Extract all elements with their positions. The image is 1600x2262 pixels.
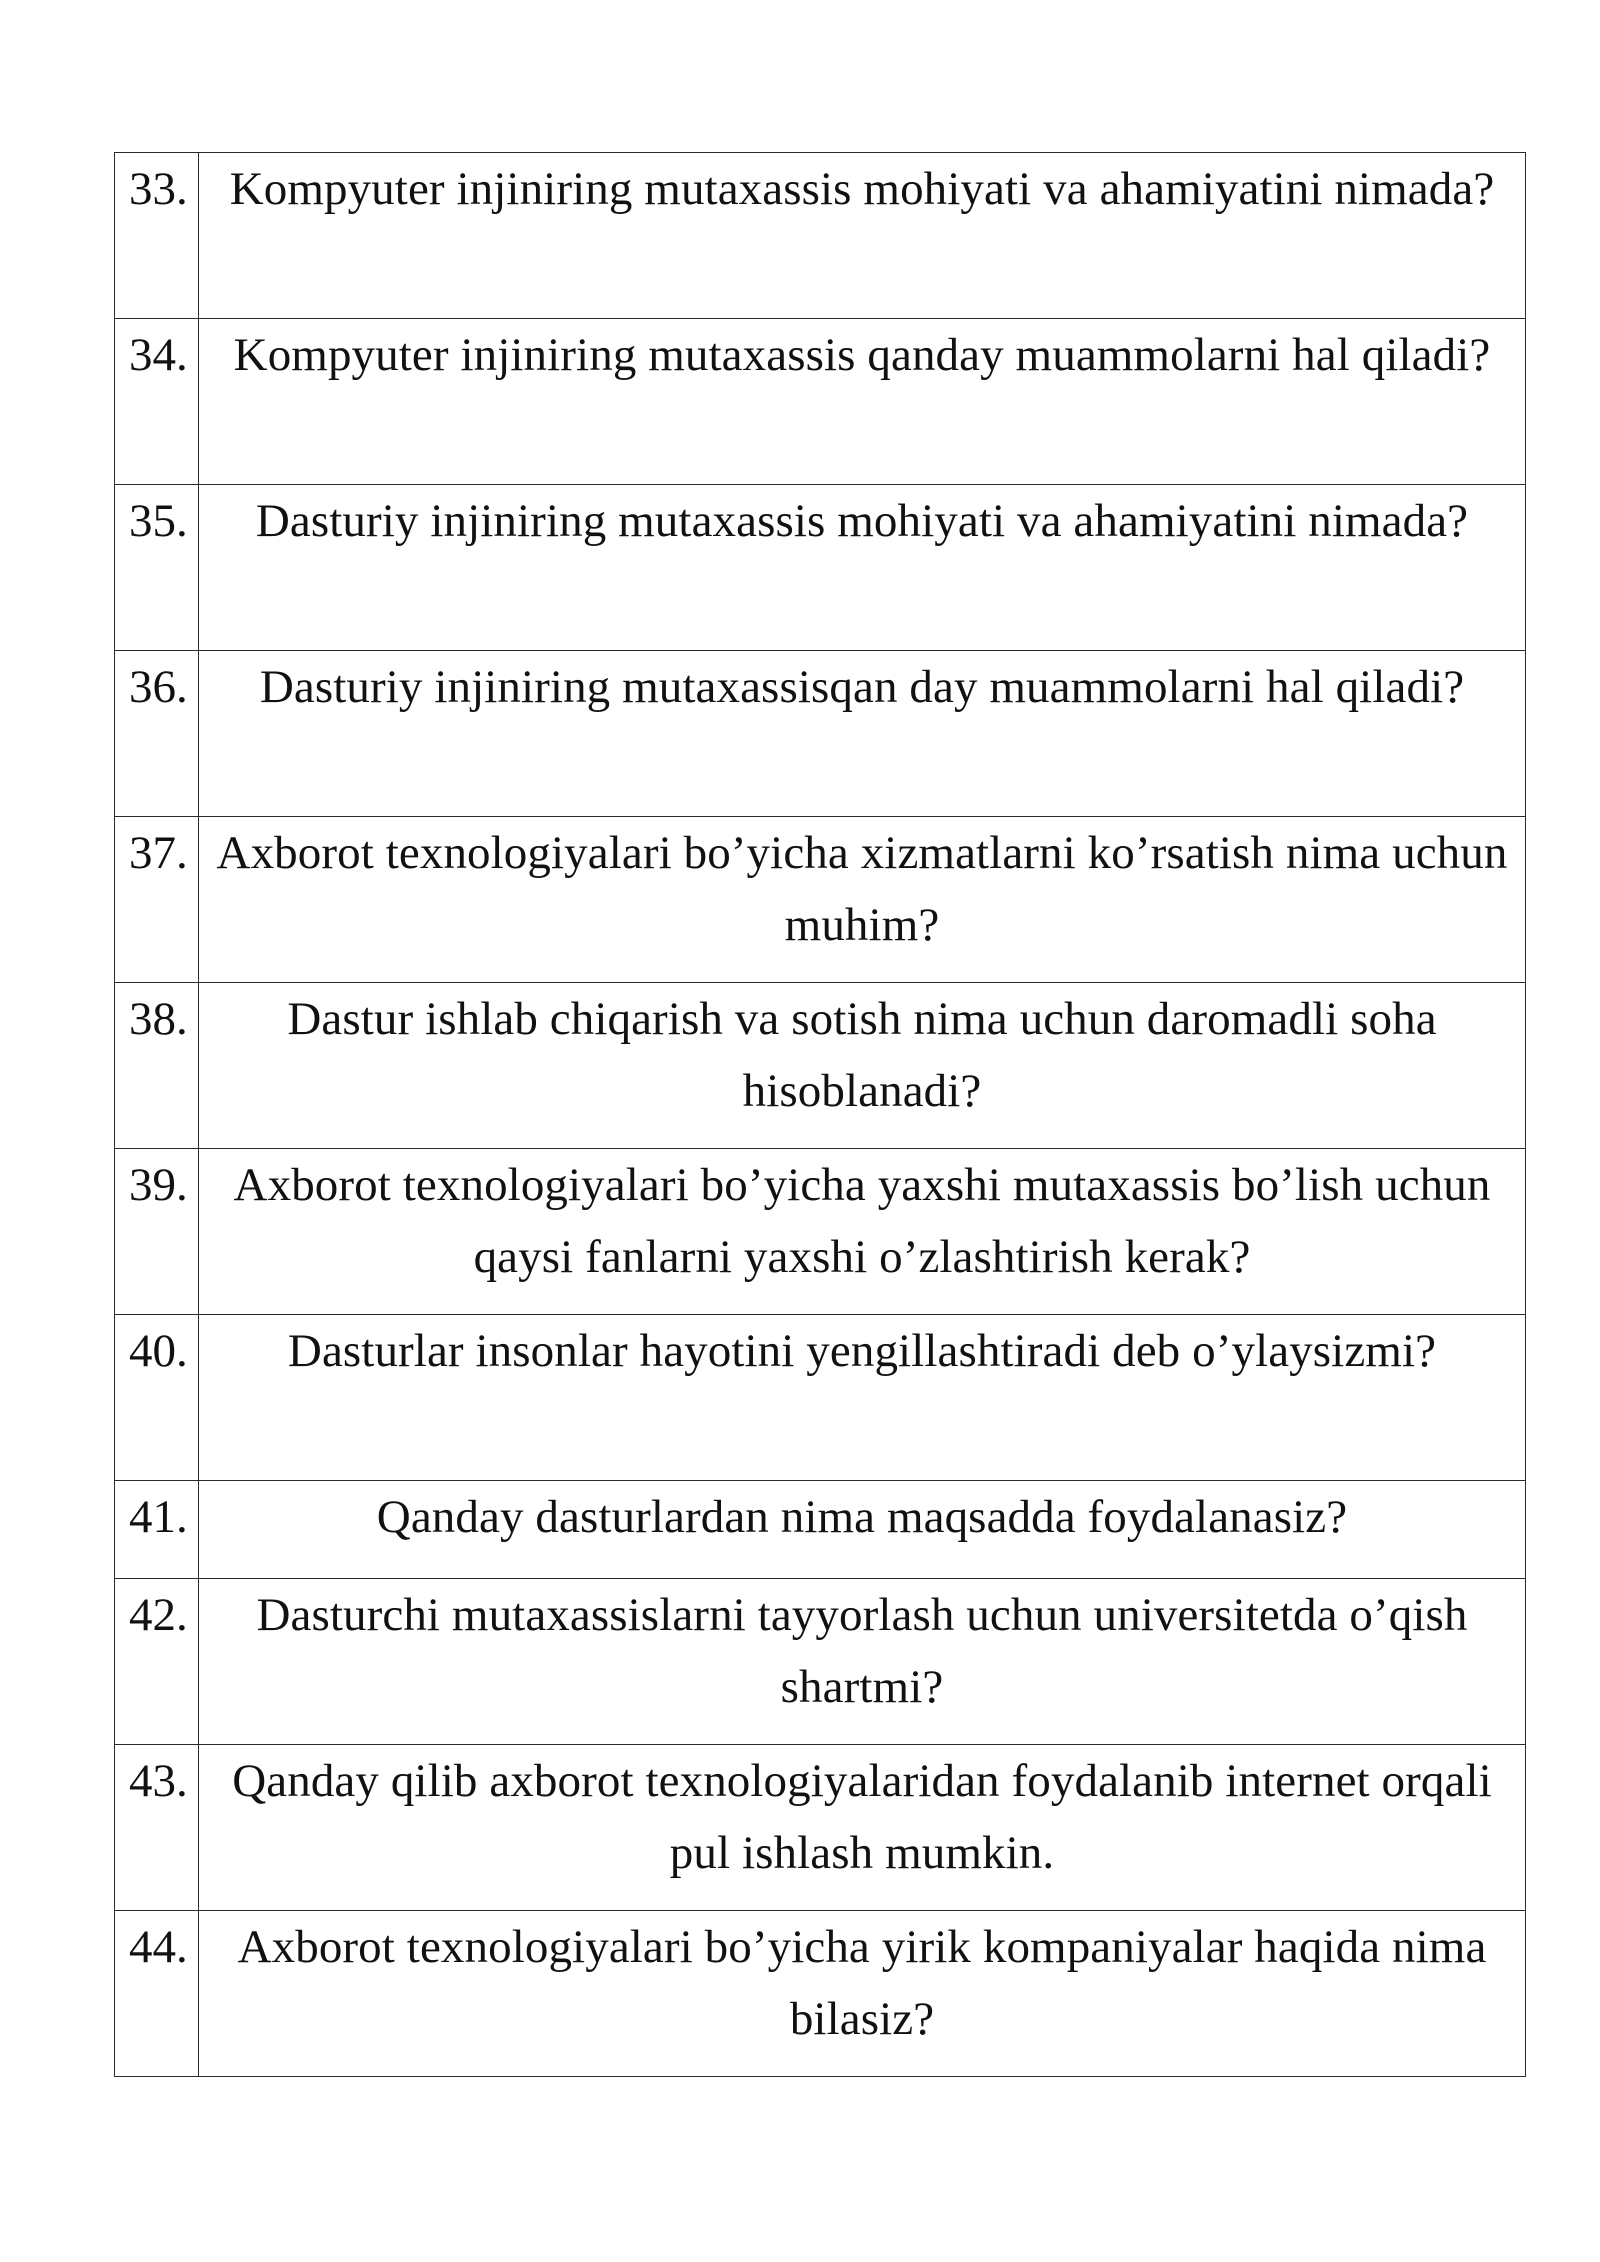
question-text: Dasturlar insonlar hayotini yengillashtiradi deb o’ylaysizmi?: [199, 1315, 1526, 1481]
table-row: [115, 1149, 1526, 1315]
question-text: Kompyuter injiniring mutaxassis qanday muammolarni hal qiladi?: [199, 319, 1526, 485]
question-number: 34.: [115, 319, 199, 485]
question-number: 41.: [115, 1481, 199, 1579]
question-text: Dasturiy injiniring mutaxassis mohiyati va ahamiyatini nimada?: [199, 485, 1526, 651]
question-number: 40.: [115, 1315, 199, 1481]
question-number: 43.: [115, 1745, 199, 1911]
question-number: 36.: [115, 651, 199, 817]
question-number: 38.: [115, 983, 199, 1149]
table-row: [115, 153, 1526, 319]
table-row: [115, 319, 1526, 485]
table-row: [115, 1745, 1526, 1911]
question-text: Axborot texnologiyalari bo’yicha xizmatlarni ko’rsatish nima uchun muhim?: [199, 817, 1526, 983]
table-row: [115, 1315, 1526, 1481]
question-text: Kompyuter injiniring mutaxassis mohiyati va ahamiyatini nimada?: [199, 153, 1526, 319]
questions-table: [114, 152, 1526, 2077]
question-text: Dasturiy injiniring mutaxassisqan day muammolarni hal qiladi?: [199, 651, 1526, 817]
question-number: 39.: [115, 1149, 199, 1315]
question-number: 37.: [115, 817, 199, 983]
table-row: [115, 485, 1526, 651]
question-text: Qanday dasturlardan nima maqsadda foydalanasiz?: [199, 1481, 1526, 1579]
table-row: [115, 1911, 1526, 2077]
question-text: Axborot texnologiyalari bo’yicha yaxshi mutaxassis bo’lish uchun qaysi fanlarni yaxshi o’zlashtirish kerak?: [199, 1149, 1526, 1315]
table-row: [115, 1481, 1526, 1579]
table-row: [115, 1579, 1526, 1745]
question-text: Qanday qilib axborot texnologiyalaridan foydalanib internet orqali pul ishlash mumkin.: [199, 1745, 1526, 1911]
table-row: [115, 983, 1526, 1149]
table-row: [115, 817, 1526, 983]
question-number: 42.: [115, 1579, 199, 1745]
question-number: 35.: [115, 485, 199, 651]
question-text: Dastur ishlab chiqarish va sotish nima uchun daromadli soha hisoblanadi?: [199, 983, 1526, 1149]
question-text: Axborot texnologiyalari bo’yicha yirik kompaniyalar haqida nima bilasiz?: [199, 1911, 1526, 2077]
table-row: [115, 651, 1526, 817]
question-text: Dasturchi mutaxassislarni tayyorlash uchun universitetda o’qish shartmi?: [199, 1579, 1526, 1745]
question-number: 44.: [115, 1911, 199, 2077]
question-number: 33.: [115, 153, 199, 319]
